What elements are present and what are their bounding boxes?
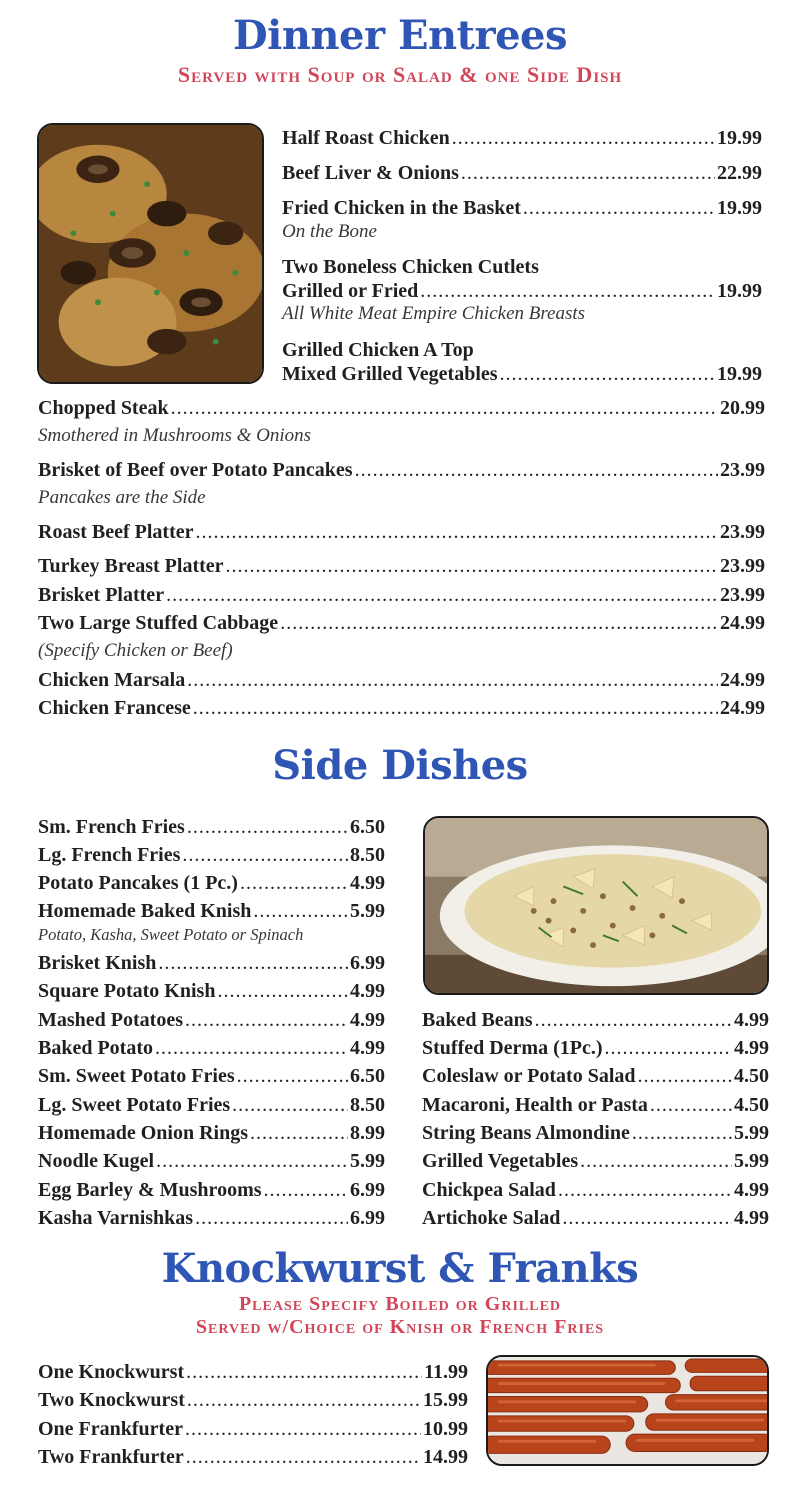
side-item: Coleslaw or Potato Salad ..... 4.50 bbox=[422, 1066, 769, 1086]
menu-item: Mixed Grilled Vegetables ..... 19.99 bbox=[282, 364, 762, 384]
franks-title: Knockwurst & Franks bbox=[161, 1245, 639, 1292]
side-item: Artichoke Salad ..... 4.99 bbox=[422, 1208, 769, 1228]
franks-item: One Knockwurst ..... 11.99 bbox=[38, 1362, 468, 1382]
side-item: Egg Barley & Mushrooms ..... 6.99 bbox=[38, 1180, 385, 1200]
menu-item: Brisket Platter ..... 23.99 bbox=[38, 585, 765, 605]
menu-item: Grilled or Fried ..... 19.99 bbox=[282, 281, 762, 301]
menu-item-note: Pancakes are the Side bbox=[38, 487, 206, 508]
side-item: Macaroni, Health or Pasta ..... 4.50 bbox=[422, 1095, 769, 1115]
side-item: Stuffed Derma (1Pc.) ..... 4.99 bbox=[422, 1038, 769, 1058]
menu-item: Half Roast Chicken ..... 19.99 bbox=[282, 128, 762, 148]
side-item: Potato Pancakes (1 Pc.) ..... 4.99 bbox=[38, 873, 385, 893]
menu-item-note: All White Meat Empire Chicken Breasts bbox=[282, 303, 586, 324]
side-item: Sm. French Fries ..... 6.50 bbox=[38, 817, 385, 837]
side-item: Baked Potato ..... 4.99 bbox=[38, 1038, 385, 1058]
menu-item: Turkey Breast Platter ..... 23.99 bbox=[38, 556, 765, 576]
menu-item: Two Large Stuffed Cabbage ..... 24.99 bbox=[38, 613, 765, 633]
side-item: Lg. French Fries ..... 8.50 bbox=[38, 845, 385, 865]
franks-item: Two Frankfurter ..... 14.99 bbox=[38, 1447, 468, 1467]
side-item: Homemade Baked Knish ..... 5.99 bbox=[38, 901, 385, 921]
side-item: Chickpea Salad ..... 4.99 bbox=[422, 1180, 769, 1200]
side-item: Brisket Knish ..... 6.99 bbox=[38, 953, 385, 973]
dinner-subtitle: Served with Soup or Salad & one Side Dish bbox=[177, 62, 623, 87]
menu-item-note: (Specify Chicken or Beef) bbox=[38, 640, 233, 661]
menu-item: Chicken Marsala ..... 24.99 bbox=[38, 670, 765, 690]
side-item: Homemade Onion Rings ..... 8.99 bbox=[38, 1123, 385, 1143]
menu-item-name-line: Two Boneless Chicken Cutlets bbox=[282, 256, 539, 278]
side-item: Lg. Sweet Potato Fries ..... 8.50 bbox=[38, 1095, 385, 1115]
menu-item-note: On the Bone bbox=[282, 221, 377, 242]
menu-item-name-line: Grilled Chicken A Top bbox=[282, 339, 474, 361]
side-item: String Beans Almondine ..... 5.99 bbox=[422, 1123, 769, 1143]
franks-photo-icon bbox=[486, 1355, 769, 1466]
menu-item: Chicken Francese ..... 24.99 bbox=[38, 698, 765, 718]
franks-item: One Frankfurter ..... 10.99 bbox=[38, 1419, 468, 1439]
side-item: Noodle Kugel ..... 5.99 bbox=[38, 1151, 385, 1171]
chicken-mushroom-dish-icon bbox=[37, 123, 264, 384]
franks-item: Two Knockwurst ..... 15.99 bbox=[38, 1390, 468, 1410]
menu-item: Brisket of Beef over Potato Pancakes ..... 23.99 bbox=[38, 460, 765, 480]
side-item-note: Potato, Kasha, Sweet Potato or Spinach bbox=[38, 925, 304, 944]
menu-item: Roast Beef Platter ..... 23.99 bbox=[38, 522, 765, 542]
menu-item: Chopped Steak ..... 20.99 bbox=[38, 398, 765, 418]
side-item: Mashed Potatoes ..... 4.99 bbox=[38, 1010, 385, 1030]
menu-item-note: Smothered in Mushrooms & Onions bbox=[38, 425, 312, 446]
side-item: Sm. Sweet Potato Fries ..... 6.50 bbox=[38, 1066, 385, 1086]
franks-subtitle-1: Please Specify Boiled or Grilled bbox=[238, 1293, 562, 1315]
side-item: Grilled Vegetables ..... 5.99 bbox=[422, 1151, 769, 1171]
franks-subtitle-2: Served w/Choice of Knish or French Fries bbox=[195, 1316, 605, 1338]
side-item: Kasha Varnishkas ..... 6.99 bbox=[38, 1208, 385, 1228]
menu-item: Beef Liver & Onions ..... 22.99 bbox=[282, 163, 762, 183]
side-item: Square Potato Knish ..... 4.99 bbox=[38, 981, 385, 1001]
dinner-title: Dinner Entrees bbox=[232, 12, 568, 59]
side-item: Baked Beans ..... 4.99 bbox=[422, 1010, 769, 1030]
bowtie-kasha-dish-icon bbox=[423, 816, 769, 995]
sides-title: Side Dishes bbox=[272, 742, 528, 789]
menu-item: Fried Chicken in the Basket ..... 19.99 bbox=[282, 198, 762, 218]
